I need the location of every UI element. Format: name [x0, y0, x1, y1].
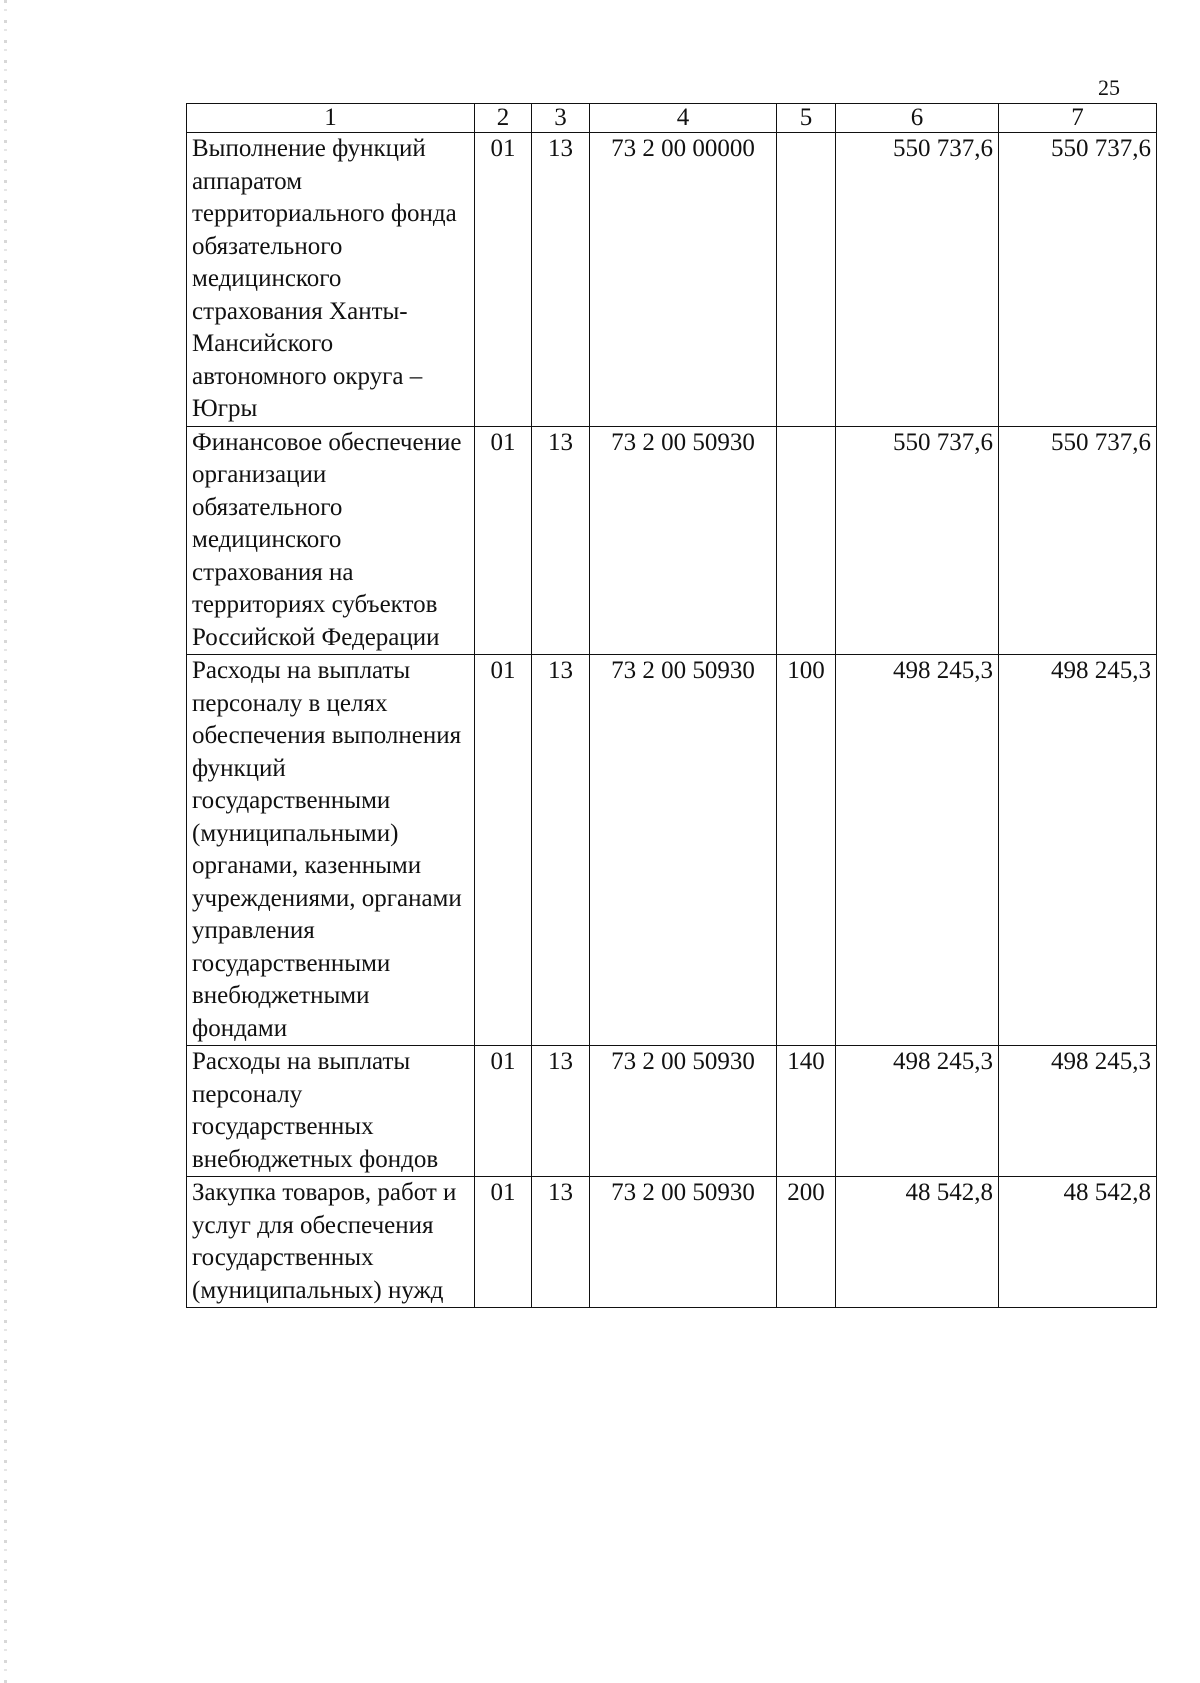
row-section: 01 — [475, 1046, 532, 1177]
row-expense-type: 100 — [777, 655, 836, 1046]
row-name: Финансовое обеспечение организации обязательного медицинского страхования на территориях субъектов Российской Федерации — [187, 426, 475, 655]
row-expense-type — [777, 426, 836, 655]
page-number: 25 — [1098, 75, 1120, 100]
row-name: Закупка товаров, работ и услуг для обеспечения государственных (муниципальных) нужд — [187, 1177, 475, 1308]
row-subsection: 13 — [532, 655, 590, 1046]
table-row — [187, 426, 1157, 655]
row-expense-type — [777, 133, 836, 427]
row-name: Расходы на выплаты персоналу государственных внебюджетных фондов — [187, 1046, 475, 1177]
table-header-row — [187, 104, 1157, 133]
row-amount-1: 550 737,6 — [836, 133, 999, 427]
table-row — [187, 1177, 1157, 1308]
table-row — [187, 655, 1157, 1046]
row-amount-2: 550 737,6 — [999, 133, 1157, 427]
row-amount-1: 550 737,6 — [836, 426, 999, 655]
row-expense-type: 200 — [777, 1177, 836, 1308]
row-section: 01 — [475, 426, 532, 655]
row-amount-1: 498 245,3 — [836, 1046, 999, 1177]
row-amount-1: 498 245,3 — [836, 655, 999, 1046]
row-subsection: 13 — [532, 133, 590, 427]
header-col-5: 5 — [777, 104, 836, 133]
header-col-1: 1 — [187, 104, 475, 133]
header-col-7: 7 — [999, 104, 1157, 133]
row-name: Выполнение функций аппаратом территориального фонда обязательного медицинского страхования Ханты-Мансийского автономного округа – Югры — [187, 133, 475, 427]
row-amount-2: 48 542,8 — [999, 1177, 1157, 1308]
row-target-article: 73 2 00 50930 — [590, 1177, 777, 1308]
row-amount-2: 498 245,3 — [999, 655, 1157, 1046]
table-row — [187, 133, 1157, 427]
row-name: Расходы на выплаты персоналу в целях обеспечения выполнения функций государственными (муниципальными) органами, казенными учреждениями, органами управления государственными внебюджетными фондами — [187, 655, 475, 1046]
row-amount-2: 550 737,6 — [999, 426, 1157, 655]
row-target-article: 73 2 00 00000 — [590, 133, 777, 427]
header-col-3: 3 — [532, 104, 590, 133]
header-col-6: 6 — [836, 104, 999, 133]
row-subsection: 13 — [532, 426, 590, 655]
row-section: 01 — [475, 1177, 532, 1308]
header-col-2: 2 — [475, 104, 532, 133]
budget-table — [186, 103, 1157, 1308]
header-col-4: 4 — [590, 104, 777, 133]
row-section: 01 — [475, 655, 532, 1046]
row-section: 01 — [475, 133, 532, 427]
row-amount-1: 48 542,8 — [836, 1177, 999, 1308]
row-subsection: 13 — [532, 1046, 590, 1177]
row-target-article: 73 2 00 50930 — [590, 655, 777, 1046]
row-expense-type: 140 — [777, 1046, 836, 1177]
row-amount-2: 498 245,3 — [999, 1046, 1157, 1177]
row-subsection: 13 — [532, 1177, 590, 1308]
row-target-article: 73 2 00 50930 — [590, 426, 777, 655]
table-row — [187, 1046, 1157, 1177]
scan-edge-artifact — [4, 0, 7, 1683]
row-target-article: 73 2 00 50930 — [590, 1046, 777, 1177]
